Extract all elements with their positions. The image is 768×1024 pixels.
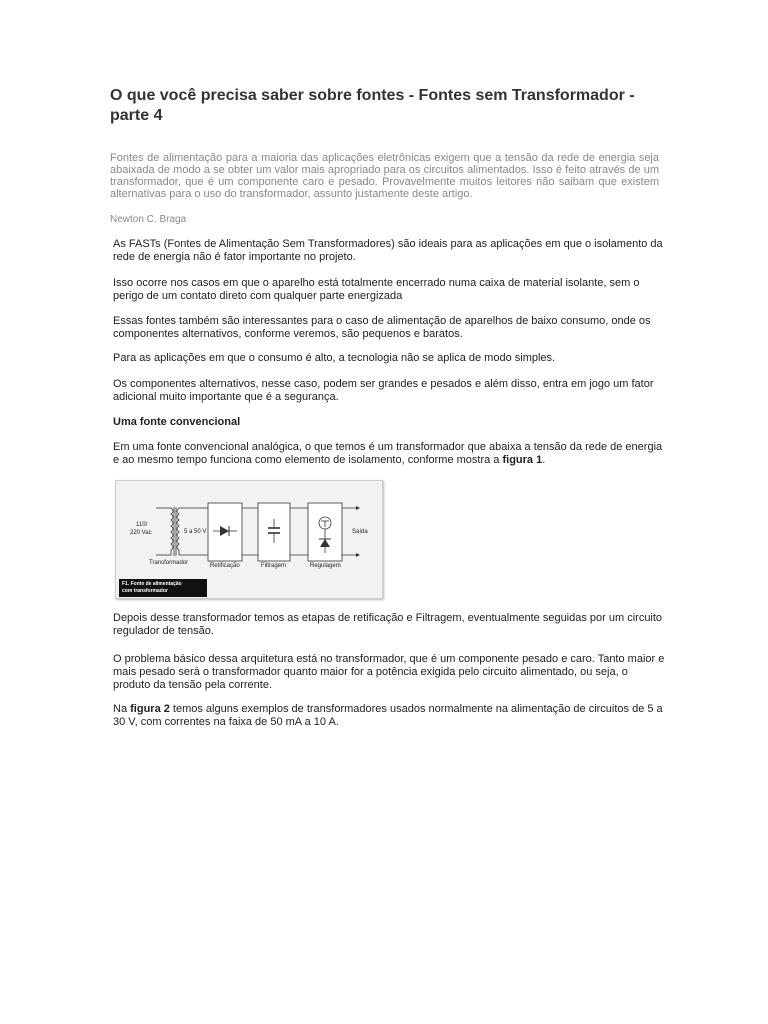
filtering-label: Filtragem: [261, 563, 287, 569]
primary-coil: [171, 508, 173, 555]
paragraph-8: O problema básico dessa arquitetura está no transformador, que é um componente pesado e caro. Tanto maior e mais pesado será o transformador quanto maior for a potência exigida pelo circuito alimentado, ou seja, o produto da tensão pela corrente.: [113, 653, 665, 691]
input-voltage-label: 110/: [136, 522, 148, 528]
figure-1-reference: figura 1: [502, 454, 543, 466]
figure-caption-line-2: com transformador: [122, 588, 168, 594]
secondary-coil: [177, 508, 179, 555]
secondary-voltage-label: 5 a 50 V: [184, 529, 207, 535]
output-label: Saída: [352, 529, 368, 535]
paragraph-4: Para as aplicações em que o consumo é alto, a tecnologia não se aplica de modo simples.: [113, 352, 556, 364]
author-name: Newton C. Braga: [110, 214, 187, 225]
input-voltage-label-2: 220 Vac: [130, 530, 152, 536]
paragraph-9-start: Na: [113, 703, 131, 715]
paragraph-6-end: .: [542, 454, 546, 466]
output-arrow-bottom: [356, 553, 360, 557]
section-heading: Uma fonte convencional: [113, 416, 241, 428]
paragraph-7: Depois desse transformador temos as etapas de retificação e Filtragem, eventualmente seguidas por um circuito regulador de tensão.: [113, 612, 663, 637]
paragraph-5: Os componentes alternativos, nesse caso, podem ser grandes e pesados e além disso, entra em jogo um fator adicional muito importante que é a segurança.: [113, 378, 654, 403]
article-intro: Fontes de alimentação para a maioria das aplicações eletrônicas exigem que a tensão da rede de energia seja abaixada de modo a se obter um valor mais apropriado para os circuitos alimentados. Isso é feito através de um transformador, que é um componente caro e pesado. Provavelmente muitos leitores não saibam que existem alternativas para o uso do transformador, assunto justamente deste artigo.: [110, 152, 659, 200]
paragraph-9: [113, 703, 665, 729]
paragraph-9-text: temos alguns exemplos de transformadores usados normalmente na alimentação de circuitos de 5 a 30 V, com correntes na faixa de 50 mA a 10 A.: [113, 703, 663, 728]
figure-2-reference: figura 2: [130, 703, 170, 715]
figure-1: [115, 480, 383, 599]
paragraph-3: Essas fontes também são interessantes para o caso de alimentação de aparelhos de baixo consumo, onde os componentes alternativos, conforme veremos, são pequenos e baratos.: [113, 315, 651, 340]
filter-block: [258, 503, 290, 561]
paragraph-6-text: Em uma fonte convencional analógica, o que temos é um transformador que abaixa a tensão da rede de energia e ao mesmo tempo funciona como elemento de isolamento, conforme mostra a: [113, 441, 663, 466]
article-title: O que você precisa saber sobre fontes - Fontes sem Transformador - parte 4: [110, 87, 635, 124]
figure-caption: [119, 579, 207, 597]
regulation-label: Regulagem: [310, 563, 341, 569]
output-arrow-top: [356, 506, 360, 510]
paragraph-1: As FASTs (Fontes de Alimentação Sem Transformadores) são ideais para as aplicações em que o isolamento da rede de energia não é fator importante no projeto.: [113, 238, 663, 263]
paragraph-2: Isso ocorre nos casos em que o aparelho está totalmente encerrado numa caixa de material isolante, sem o perigo de um contato direto com qualquer parte energizada: [113, 277, 640, 302]
rectification-label: Retificação: [210, 563, 240, 569]
paragraph-6: [113, 441, 665, 467]
figure-caption-line-1: F1. Fonte de alimentação: [122, 581, 182, 587]
transformer-label: Transformador: [149, 560, 189, 566]
